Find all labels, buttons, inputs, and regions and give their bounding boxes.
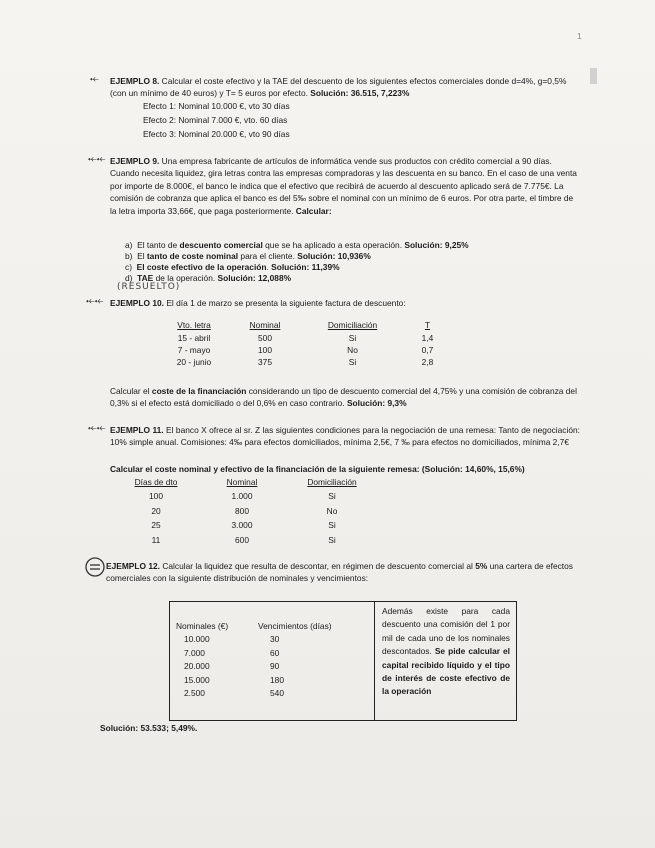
ex12-vencimientos-list [270, 633, 330, 701]
ex11-table [120, 477, 372, 547]
nominal-value: 7.000 [184, 647, 205, 658]
cell: Si [348, 357, 357, 368]
cell: 500 [258, 333, 272, 344]
ex8-text2: (con un mínimo de 40 euros) y T= 5 euros por efecto. [110, 88, 311, 98]
table-row [168, 356, 460, 368]
cell: 15 - abril [177, 333, 211, 344]
ex11-paragraph [110, 424, 580, 449]
table-row [168, 332, 460, 344]
col-domiciliacion: Domiciliación [307, 477, 357, 487]
circled-equals-icon [84, 556, 106, 578]
cell: 7 - mayo [177, 345, 211, 356]
ex12-col-vencimientos: Vencimientos (días) [258, 621, 332, 631]
ex8-effect-2: Efecto 2: Nominal 7.000 €, vto. 60 días [143, 115, 288, 125]
ex12-heading: EJEMPLO 12. [106, 561, 160, 571]
ex8-line2 [110, 87, 409, 99]
ex8-effect-1: Efecto 1: Nominal 10.000 €, vto 30 días [143, 101, 290, 111]
ex8-line1 [110, 75, 566, 87]
item-key: b) [125, 251, 133, 261]
table-header-row [120, 477, 372, 489]
ex10-table [168, 320, 460, 369]
page-number: 1 [577, 31, 582, 41]
ex11-text: El banco X ofrece al sr. Z las siguientes condiciones para la negociación de una remesa: Tanto de negociación: 10% simple anual. Comisiones: 4‰ para efectos domiciliados, mínima 2,5€, 7 ‰ para efectos no domiciliados, mínima 2,7€ [110, 425, 580, 448]
cell: 0,7 [421, 345, 434, 356]
ex8-effect-3: Efecto 3: Nominal 20.000 €, vto 90 días [143, 129, 290, 139]
item-post: de la operación. [153, 273, 218, 283]
ex12-col-nominales: Nominales (€) [176, 621, 229, 631]
col-dias: Días de dto [134, 477, 178, 487]
cell: Si [328, 520, 336, 531]
col-vto: Vto. letra [177, 320, 211, 330]
vencimiento-value: 30 [270, 634, 280, 644]
item-key: c) [125, 262, 132, 272]
col-nominal: Nominal [249, 320, 281, 330]
cell: 20 - junio [176, 357, 212, 368]
nominal-value: 2.500 [184, 688, 205, 699]
cell: Si [328, 534, 336, 545]
ex12-text-bold: 5% [475, 561, 488, 571]
item-solution: Solución: 10,936% [297, 251, 371, 261]
table-row [120, 533, 372, 548]
ex8-heading: EJEMPLO 8. [110, 76, 160, 86]
item-key: d) [125, 273, 133, 283]
pen-mark-icon: ⤝⤝ [88, 152, 106, 165]
col-nominal: Nominal [226, 477, 258, 487]
item-pre: El [137, 251, 147, 261]
cell: 20 [151, 505, 161, 516]
table-header-row [168, 320, 460, 332]
cell: Si [328, 491, 336, 502]
ex9-paragraph [110, 155, 582, 217]
item-bold: TAE [137, 273, 154, 283]
ex12-ask: Se pide calcular el capital recibido líquido y el tipo de interés de coste efectivo de la operación [382, 646, 510, 697]
ex10-q2: considerando un tipo de descuento comercial del 4,75% y una comisión de cobranza del 0,3% si el efecto está domiciliado o del 0,6% en caso contrario. [110, 386, 577, 409]
cell: 800 [235, 505, 249, 516]
vencimiento-value: 540 [270, 688, 284, 699]
scan-mark [590, 68, 597, 84]
vencimiento-value: 90 [270, 661, 280, 672]
item-solution: Solución: 11,39% [271, 262, 340, 272]
nominal-value: 10.000 [184, 634, 210, 644]
item-pre: El tanto de [137, 240, 180, 250]
cell: 1.000 [231, 491, 253, 502]
ex9-text: Una empresa fabricante de artículos de informática vende sus productos con crédito comercial a 90 días. Cuando necesita liquidez, gira letras contra las empresas compradoras y las descuenta en su banco. En el caso de una venta por importe de 8.000€, el banco le indica que el efectivo que recibirá de acuerdo al descuento aplicado será de 7.775€. La comisión de cobranza que aplica el banco es del 5‰ sobre el nominal con un mínimo de 6 euros. Por otra parte, el timbre de la letra importa 33,66€, que paga posteriormente. [110, 156, 577, 216]
pen-mark-icon: ⤝⤝ [88, 421, 106, 434]
cell: 25 [151, 520, 161, 531]
ex9-heading: EJEMPLO 9. [110, 156, 160, 166]
cell: 2,8 [421, 357, 434, 368]
ex11-heading: EJEMPLO 11. [110, 425, 164, 435]
cell: 100 [258, 345, 272, 356]
cell: 100 [149, 491, 163, 502]
ex9-calc: Calcular: [295, 205, 332, 216]
ex10-intro: El día 1 de marzo se presenta la siguiente factura de descuento: [166, 298, 406, 308]
item-post: para el cliente. [238, 251, 298, 261]
col-domiciliacion: Domiciliación [327, 320, 378, 330]
ex12-note-text: Además existe para cada descuento una comisión del 1 por mil de cada uno de los nominales descontados. [382, 606, 510, 657]
pen-mark-icon: ⤝ [90, 72, 99, 85]
ex12-table-box [169, 601, 517, 721]
table-row [120, 489, 372, 504]
table-row [120, 518, 372, 533]
cell: No [326, 505, 338, 516]
item-solution: Solución: 9,25% [404, 240, 469, 250]
table-row [168, 344, 460, 356]
nominal-value: 20.000 [184, 661, 210, 672]
ex10-q1: Calcular el [110, 386, 152, 396]
box-divider [374, 602, 375, 720]
ex12-text1: Calcular la liquidez que resulta de descontar, en régimen de descuento comercial al [162, 561, 476, 571]
ex10-line [110, 297, 406, 309]
item-key: a) [125, 240, 133, 250]
ex10-solution: Solución: 9,3% [346, 398, 407, 409]
table-row [120, 504, 372, 519]
nominal-value: 15.000 [184, 674, 210, 685]
cell: 11 [151, 534, 161, 545]
item-bold: descuento comercial [179, 240, 263, 250]
vencimiento-value: 180 [270, 674, 284, 685]
cell: Si [348, 333, 357, 344]
pen-mark-icon: ⤝⤝ [86, 294, 104, 307]
vencimiento-value: 60 [270, 647, 280, 658]
ex12-text2: una cartera de efectos comerciales con la siguiente distribución de nominales y vencimientos: [106, 561, 573, 584]
cell: 1,4 [421, 333, 434, 344]
cell: 600 [235, 534, 249, 545]
ex12-note [382, 605, 510, 699]
item-post: . [266, 262, 272, 272]
col-t: T [424, 320, 431, 330]
ex8-solution: Solución: 36.515, 7,223% [310, 88, 410, 98]
ex10-question [110, 385, 578, 410]
cell: No [347, 345, 358, 356]
ex9-handwritten-note: (RESUELTO) [117, 282, 181, 292]
ex12-paragraph [106, 560, 580, 585]
cell: 375 [258, 357, 272, 368]
ex8-text1: Calcular el coste efectivo y la TAE del descuento de los siguientes efectos comerciales donde d=4%, g=0,5% [161, 76, 567, 86]
ex10-heading: EJEMPLO 10. [110, 298, 164, 308]
cell: 3.000 [231, 520, 253, 531]
item-bold: El coste efectivo de la operación [136, 262, 267, 272]
ex12-nominales-list [184, 633, 244, 701]
item-post: que se ha aplicado a esta operación. [262, 240, 405, 250]
ex11-calc: Calcular el coste nominal y efectivo de la financiación de la siguiente remesa: (Solución: 14,60%, 15,6%) [110, 464, 525, 474]
ex12-solution: Solución: 53.533; 5,49%. [100, 723, 198, 733]
item-solution: Solución: 12,088% [217, 273, 292, 283]
ex10-q-bold: coste de la financiación [151, 386, 247, 396]
item-bold: tanto de coste nominal [146, 251, 239, 261]
